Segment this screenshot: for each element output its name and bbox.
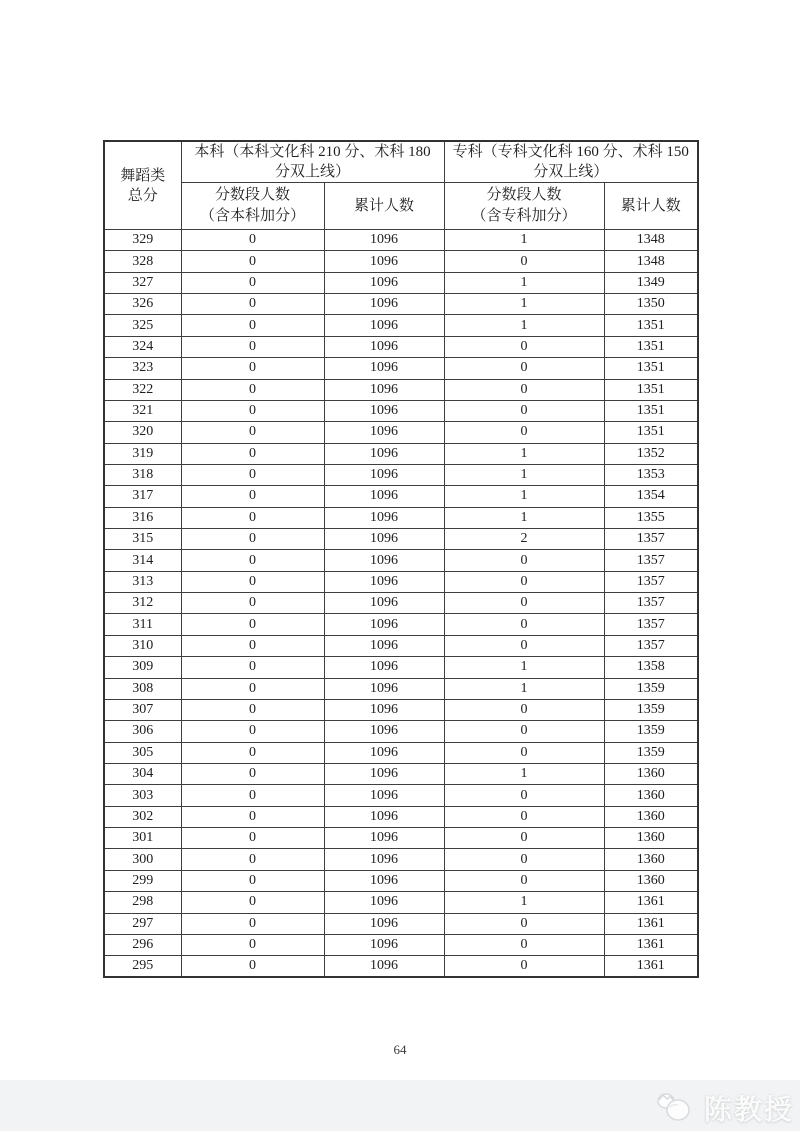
college-segment-count-cell: 1 <box>444 230 604 251</box>
college-segment-count-cell: 0 <box>444 614 604 635</box>
table-row <box>104 486 698 507</box>
college-segment-count-cell: 1 <box>444 678 604 699</box>
ug-cumulative-cell: 1096 <box>324 464 444 485</box>
college-segment-count-cell: 1 <box>444 763 604 784</box>
ug-cumulative-cell: 1096 <box>324 571 444 592</box>
score-cell: 314 <box>104 550 181 571</box>
college-cumulative-cell: 1360 <box>604 785 698 806</box>
score-cell: 311 <box>104 614 181 635</box>
ug-segment-count-cell: 0 <box>181 785 324 806</box>
table-row <box>104 956 698 977</box>
college-cumulative-cell: 1350 <box>604 294 698 315</box>
table-row <box>104 913 698 934</box>
ug-segment-count-cell: 0 <box>181 892 324 913</box>
ug-segment-count-cell: 0 <box>181 870 324 891</box>
college-cumulative-cell: 1357 <box>604 550 698 571</box>
college-segment-count-cell: 0 <box>444 358 604 379</box>
ug-segment-count-header <box>181 183 324 230</box>
college-cumulative-cell: 1348 <box>604 230 698 251</box>
score-cell: 307 <box>104 699 181 720</box>
table-row <box>104 336 698 357</box>
ug-cumulative-cell: 1096 <box>324 550 444 571</box>
ug-segment-count-cell: 0 <box>181 422 324 443</box>
college-segment-count-cell: 1 <box>444 272 604 293</box>
college-group-header: 专科（专科文化科 160 分、术科 150 分双上线） <box>444 141 698 183</box>
college-cumulative-cell: 1357 <box>604 571 698 592</box>
college-segment-count-cell: 1 <box>444 892 604 913</box>
ug-cumulative-cell: 1096 <box>324 315 444 336</box>
table-header <box>104 141 698 230</box>
ug-cumulative-cell: 1096 <box>324 272 444 293</box>
college-segment-count-header-line2: （含专科加分） <box>471 208 577 224</box>
professor-avatar-icon <box>655 1091 695 1125</box>
college-segment-count-cell: 0 <box>444 849 604 870</box>
college-cumulative-cell: 1354 <box>604 486 698 507</box>
table-row <box>104 657 698 678</box>
college-cumulative-cell: 1361 <box>604 956 698 977</box>
score-cell: 318 <box>104 464 181 485</box>
college-segment-count-cell: 1 <box>444 443 604 464</box>
score-cell: 320 <box>104 422 181 443</box>
college-cumulative-cell: 1360 <box>604 870 698 891</box>
college-cumulative-header: 累计人数 <box>604 183 698 230</box>
ug-cumulative-cell: 1096 <box>324 721 444 742</box>
ug-cumulative-cell: 1096 <box>324 593 444 614</box>
score-cell: 316 <box>104 507 181 528</box>
ug-cumulative-cell: 1096 <box>324 785 444 806</box>
ug-cumulative-cell: 1096 <box>324 507 444 528</box>
college-segment-count-cell: 0 <box>444 699 604 720</box>
college-cumulative-cell: 1359 <box>604 721 698 742</box>
college-cumulative-cell: 1361 <box>604 934 698 955</box>
ug-segment-count-cell: 0 <box>181 529 324 550</box>
table-row <box>104 785 698 806</box>
score-cell: 308 <box>104 678 181 699</box>
ug-cumulative-cell: 1096 <box>324 251 444 272</box>
ug-segment-count-cell: 0 <box>181 614 324 635</box>
ug-cumulative-cell: 1096 <box>324 294 444 315</box>
table-row <box>104 614 698 635</box>
college-segment-count-cell: 0 <box>444 550 604 571</box>
score-cell: 317 <box>104 486 181 507</box>
college-cumulative-cell: 1351 <box>604 422 698 443</box>
table-row <box>104 849 698 870</box>
college-cumulative-cell: 1357 <box>604 593 698 614</box>
ug-segment-count-cell: 0 <box>181 550 324 571</box>
score-distribution-table <box>103 140 699 978</box>
ug-segment-count-cell: 0 <box>181 828 324 849</box>
college-cumulative-cell: 1360 <box>604 763 698 784</box>
college-cumulative-cell: 1357 <box>604 614 698 635</box>
score-cell: 315 <box>104 529 181 550</box>
college-segment-count-cell: 0 <box>444 336 604 357</box>
ug-segment-count-cell: 0 <box>181 806 324 827</box>
college-cumulative-cell: 1351 <box>604 379 698 400</box>
table-row <box>104 699 698 720</box>
ug-cumulative-cell: 1096 <box>324 486 444 507</box>
table-row <box>104 934 698 955</box>
college-segment-count-cell: 0 <box>444 571 604 592</box>
score-cell: 304 <box>104 763 181 784</box>
ug-cumulative-cell: 1096 <box>324 635 444 656</box>
college-cumulative-cell: 1359 <box>604 742 698 763</box>
college-cumulative-cell: 1352 <box>604 443 698 464</box>
college-cumulative-cell: 1355 <box>604 507 698 528</box>
ug-segment-count-cell: 0 <box>181 486 324 507</box>
ug-segment-count-cell: 0 <box>181 593 324 614</box>
score-cell: 299 <box>104 870 181 891</box>
score-cell: 323 <box>104 358 181 379</box>
college-cumulative-cell: 1348 <box>604 251 698 272</box>
table-row <box>104 251 698 272</box>
ug-segment-count-cell: 0 <box>181 336 324 357</box>
ug-cumulative-cell: 1096 <box>324 892 444 913</box>
college-cumulative-cell: 1351 <box>604 315 698 336</box>
college-cumulative-cell: 1361 <box>604 913 698 934</box>
ug-cumulative-cell: 1096 <box>324 379 444 400</box>
page-number: 64 <box>393 1042 407 1057</box>
score-cell: 322 <box>104 379 181 400</box>
college-segment-count-cell: 0 <box>444 742 604 763</box>
college-segment-count-cell: 0 <box>444 635 604 656</box>
table-row <box>104 828 698 849</box>
table-row <box>104 443 698 464</box>
table-row <box>104 571 698 592</box>
ug-segment-count-cell: 0 <box>181 464 324 485</box>
college-cumulative-cell: 1351 <box>604 400 698 421</box>
ug-cumulative-cell: 1096 <box>324 529 444 550</box>
college-cumulative-cell: 1358 <box>604 657 698 678</box>
ug-cumulative-cell: 1096 <box>324 934 444 955</box>
table-row <box>104 721 698 742</box>
college-cumulative-cell: 1360 <box>604 806 698 827</box>
corner-header-dance-total-score <box>104 141 181 230</box>
score-cell: 326 <box>104 294 181 315</box>
score-cell: 325 <box>104 315 181 336</box>
score-cell: 302 <box>104 806 181 827</box>
ug-segment-count-cell: 0 <box>181 443 324 464</box>
ug-cumulative-cell: 1096 <box>324 422 444 443</box>
table-row <box>104 529 698 550</box>
ug-segment-count-header-line1: 分数段人数 <box>214 187 290 203</box>
score-cell: 328 <box>104 251 181 272</box>
corner-header-line2: 总分 <box>127 187 158 204</box>
table-row <box>104 806 698 827</box>
ug-segment-count-header-line2: （含本科加分） <box>199 208 305 224</box>
table-row <box>104 272 698 293</box>
ug-segment-count-cell: 0 <box>181 400 324 421</box>
ug-cumulative-cell: 1096 <box>324 870 444 891</box>
score-cell: 329 <box>104 230 181 251</box>
college-cumulative-cell: 1359 <box>604 699 698 720</box>
ug-cumulative-cell: 1096 <box>324 742 444 763</box>
ug-segment-count-cell: 0 <box>181 956 324 977</box>
college-segment-count-cell: 0 <box>444 379 604 400</box>
college-segment-count-cell: 0 <box>444 422 604 443</box>
table-row <box>104 550 698 571</box>
ug-segment-count-cell: 0 <box>181 657 324 678</box>
table-row <box>104 635 698 656</box>
table-row <box>104 870 698 891</box>
college-segment-count-header <box>444 183 604 230</box>
college-segment-count-cell: 1 <box>444 657 604 678</box>
footer-strip <box>0 1080 800 1131</box>
corner-header-line1: 舞蹈类 <box>120 167 166 184</box>
table-row <box>104 422 698 443</box>
ug-cumulative-cell: 1096 <box>324 230 444 251</box>
ug-cumulative-cell: 1096 <box>324 849 444 870</box>
score-cell: 309 <box>104 657 181 678</box>
score-cell: 313 <box>104 571 181 592</box>
college-cumulative-cell: 1357 <box>604 635 698 656</box>
ug-segment-count-cell: 0 <box>181 742 324 763</box>
college-segment-count-cell: 0 <box>444 400 604 421</box>
ug-segment-count-cell: 0 <box>181 849 324 870</box>
table-row <box>104 358 698 379</box>
college-cumulative-cell: 1353 <box>604 464 698 485</box>
college-cumulative-cell: 1349 <box>604 272 698 293</box>
college-segment-count-cell: 0 <box>444 721 604 742</box>
table-row <box>104 763 698 784</box>
table-row <box>104 593 698 614</box>
ug-segment-count-cell: 0 <box>181 699 324 720</box>
table-row <box>104 678 698 699</box>
college-cumulative-cell: 1360 <box>604 828 698 849</box>
ug-segment-count-cell: 0 <box>181 251 324 272</box>
ug-segment-count-cell: 0 <box>181 721 324 742</box>
college-cumulative-cell: 1360 <box>604 849 698 870</box>
ug-segment-count-cell: 0 <box>181 763 324 784</box>
college-cumulative-cell: 1357 <box>604 529 698 550</box>
ug-cumulative-cell: 1096 <box>324 763 444 784</box>
score-cell: 312 <box>104 593 181 614</box>
college-segment-count-cell: 0 <box>444 806 604 827</box>
ug-cumulative-cell: 1096 <box>324 678 444 699</box>
score-cell: 298 <box>104 892 181 913</box>
score-cell: 306 <box>104 721 181 742</box>
ug-cumulative-cell: 1096 <box>324 828 444 849</box>
score-cell: 295 <box>104 956 181 977</box>
table-row <box>104 230 698 251</box>
ug-cumulative-header: 累计人数 <box>324 183 444 230</box>
college-segment-count-cell: 0 <box>444 828 604 849</box>
ug-cumulative-cell: 1096 <box>324 699 444 720</box>
ug-segment-count-cell: 0 <box>181 934 324 955</box>
undergraduate-group-header: 本科（本科文化科 210 分、术科 180 分双上线） <box>181 141 444 183</box>
ug-cumulative-cell: 1096 <box>324 913 444 934</box>
table-row <box>104 315 698 336</box>
ug-cumulative-cell: 1096 <box>324 956 444 977</box>
score-cell: 303 <box>104 785 181 806</box>
score-cell: 297 <box>104 913 181 934</box>
table-body <box>104 230 698 978</box>
ug-segment-count-cell: 0 <box>181 294 324 315</box>
table-row <box>104 400 698 421</box>
score-cell: 296 <box>104 934 181 955</box>
college-segment-count-cell: 0 <box>444 913 604 934</box>
ug-cumulative-cell: 1096 <box>324 400 444 421</box>
score-cell: 301 <box>104 828 181 849</box>
score-cell: 319 <box>104 443 181 464</box>
ug-segment-count-cell: 0 <box>181 635 324 656</box>
score-cell: 305 <box>104 742 181 763</box>
ug-segment-count-cell: 0 <box>181 230 324 251</box>
watermark-text: 陈教授 <box>703 1094 794 1125</box>
college-segment-count-cell: 2 <box>444 529 604 550</box>
ug-cumulative-cell: 1096 <box>324 614 444 635</box>
table-row <box>104 294 698 315</box>
ug-segment-count-cell: 0 <box>181 358 324 379</box>
college-cumulative-cell: 1351 <box>604 336 698 357</box>
ug-cumulative-cell: 1096 <box>324 443 444 464</box>
table-row <box>104 742 698 763</box>
ug-segment-count-cell: 0 <box>181 678 324 699</box>
college-segment-count-header-line1: 分数段人数 <box>486 187 562 203</box>
ug-cumulative-cell: 1096 <box>324 358 444 379</box>
score-cell: 327 <box>104 272 181 293</box>
college-segment-count-cell: 0 <box>444 870 604 891</box>
ug-segment-count-cell: 0 <box>181 913 324 934</box>
college-segment-count-cell: 0 <box>444 934 604 955</box>
ug-cumulative-cell: 1096 <box>324 806 444 827</box>
ug-segment-count-cell: 0 <box>181 379 324 400</box>
college-segment-count-cell: 1 <box>444 464 604 485</box>
ug-segment-count-cell: 0 <box>181 272 324 293</box>
table-row <box>104 892 698 913</box>
college-segment-count-cell: 1 <box>444 315 604 336</box>
score-cell: 321 <box>104 400 181 421</box>
ug-segment-count-cell: 0 <box>181 507 324 528</box>
college-segment-count-cell: 1 <box>444 507 604 528</box>
college-segment-count-cell: 1 <box>444 486 604 507</box>
ug-segment-count-cell: 0 <box>181 571 324 592</box>
college-cumulative-cell: 1351 <box>604 358 698 379</box>
ug-cumulative-cell: 1096 <box>324 657 444 678</box>
college-segment-count-cell: 0 <box>444 593 604 614</box>
score-cell: 324 <box>104 336 181 357</box>
score-cell: 310 <box>104 635 181 656</box>
table-row <box>104 464 698 485</box>
college-segment-count-cell: 0 <box>444 251 604 272</box>
ug-segment-count-cell: 0 <box>181 315 324 336</box>
table-row <box>104 379 698 400</box>
watermark <box>655 1088 794 1128</box>
table-row <box>104 507 698 528</box>
college-segment-count-cell: 0 <box>444 956 604 977</box>
college-segment-count-cell: 0 <box>444 785 604 806</box>
ug-cumulative-cell: 1096 <box>324 336 444 357</box>
college-cumulative-cell: 1359 <box>604 678 698 699</box>
college-cumulative-cell: 1361 <box>604 892 698 913</box>
college-segment-count-cell: 1 <box>444 294 604 315</box>
score-cell: 300 <box>104 849 181 870</box>
